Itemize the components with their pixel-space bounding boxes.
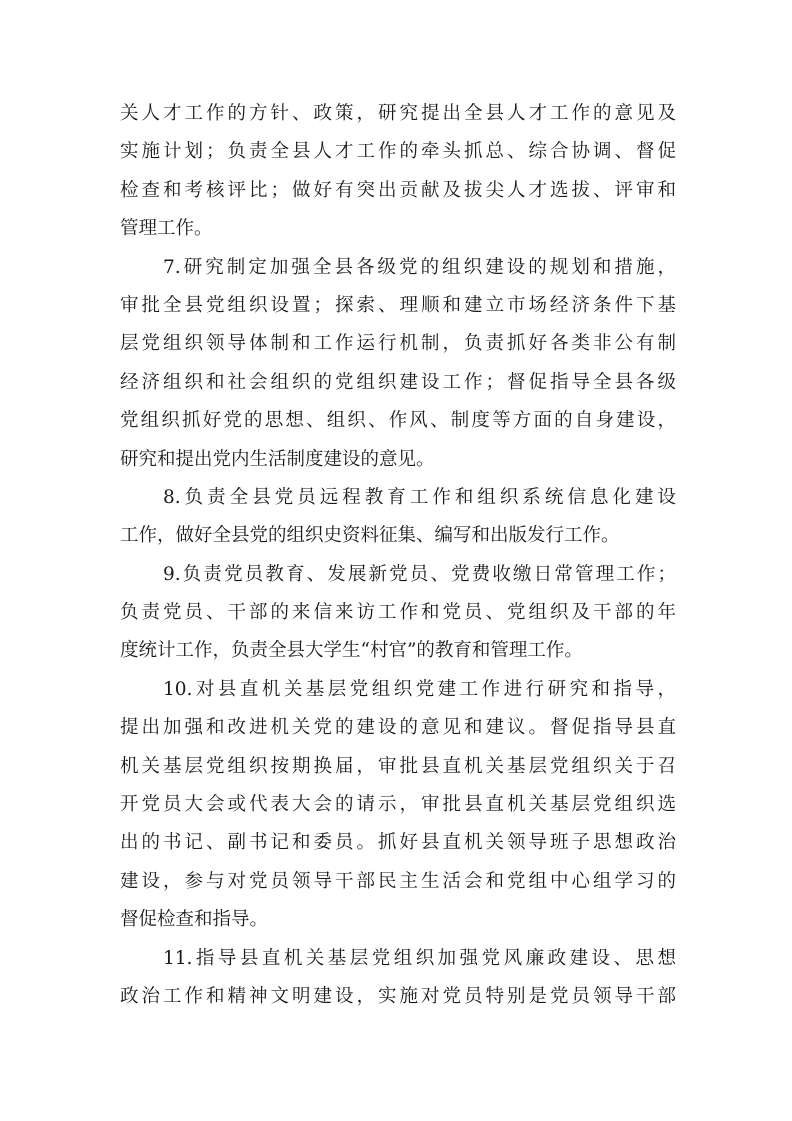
document-body	[120, 95, 676, 1016]
text-line: 管理工作。	[120, 218, 213, 240]
text-line: 党组织抓好党的思想、组织、作风、制度等方面的自身建设，	[120, 410, 676, 432]
text-line: 负责党员、干部的来信来访工作和党员、党组织及干部的年	[120, 602, 676, 624]
text-line: 督促检查和指导。	[120, 909, 269, 931]
text-line: 度统计工作，负责全县大学生“村官”的教育和管理工作。	[120, 640, 583, 662]
text-line: 检查和考核评比；做好有突出贡献及拔尖人才选拔、评审和	[120, 179, 676, 201]
text-line: 8.负责全县党员远程教育工作和组织系统信息化建设	[163, 486, 676, 508]
text-line: 7.研究制定加强全县各级党的组织建设的规划和措施，	[163, 256, 676, 278]
text-line: 10.对县直机关基层党组织党建工作进行研究和指导，	[163, 678, 676, 700]
text-line: 9.负责党员教育、发展新党员、党费收缴日常管理工作；	[163, 563, 676, 585]
text-line: 审批全县党组织设置；探索、理顺和建立市场经济条件下基	[120, 294, 676, 316]
text-line: 层党组织领导体制和工作运行机制，负责抓好各类非公有制	[120, 333, 676, 355]
text-line: 经济组织和社会组织的党组织建设工作；督促指导全县各级	[120, 371, 676, 393]
text-line: 提出加强和改进机关党的建设的意见和建议。督促指导县直	[120, 717, 676, 739]
text-line: 关人才工作的方针、政策，研究提出全县人才工作的意见及	[120, 103, 676, 124]
text-line: 实施计划；负责全县人才工作的牵头抓总、综合协调、督促	[120, 141, 676, 163]
text-line: 开党员大会或代表大会的请示，审批县直机关基层党组织选	[120, 794, 676, 816]
text-line: 机关基层党组织按期换届，审批县直机关基层党组织关于召	[120, 755, 676, 777]
text-line: 工作，做好全县党的组织史资料征集、编写和出版发行工作。	[120, 525, 620, 547]
text-line: 研究和提出党内生活制度建设的意见。	[120, 448, 435, 470]
text-line: 政治工作和精神文明建设，实施对党员特别是党员领导干部	[120, 985, 676, 1007]
text-line: 11.指导县直机关基层党组织加强党风廉政建设、思想	[163, 947, 676, 969]
text-line: 出的书记、副书记和委员。抓好县直机关领导班子思想政治	[120, 832, 676, 854]
text-line: 建设，参与对党员领导干部民主生活会和党组中心组学习的	[120, 870, 676, 892]
